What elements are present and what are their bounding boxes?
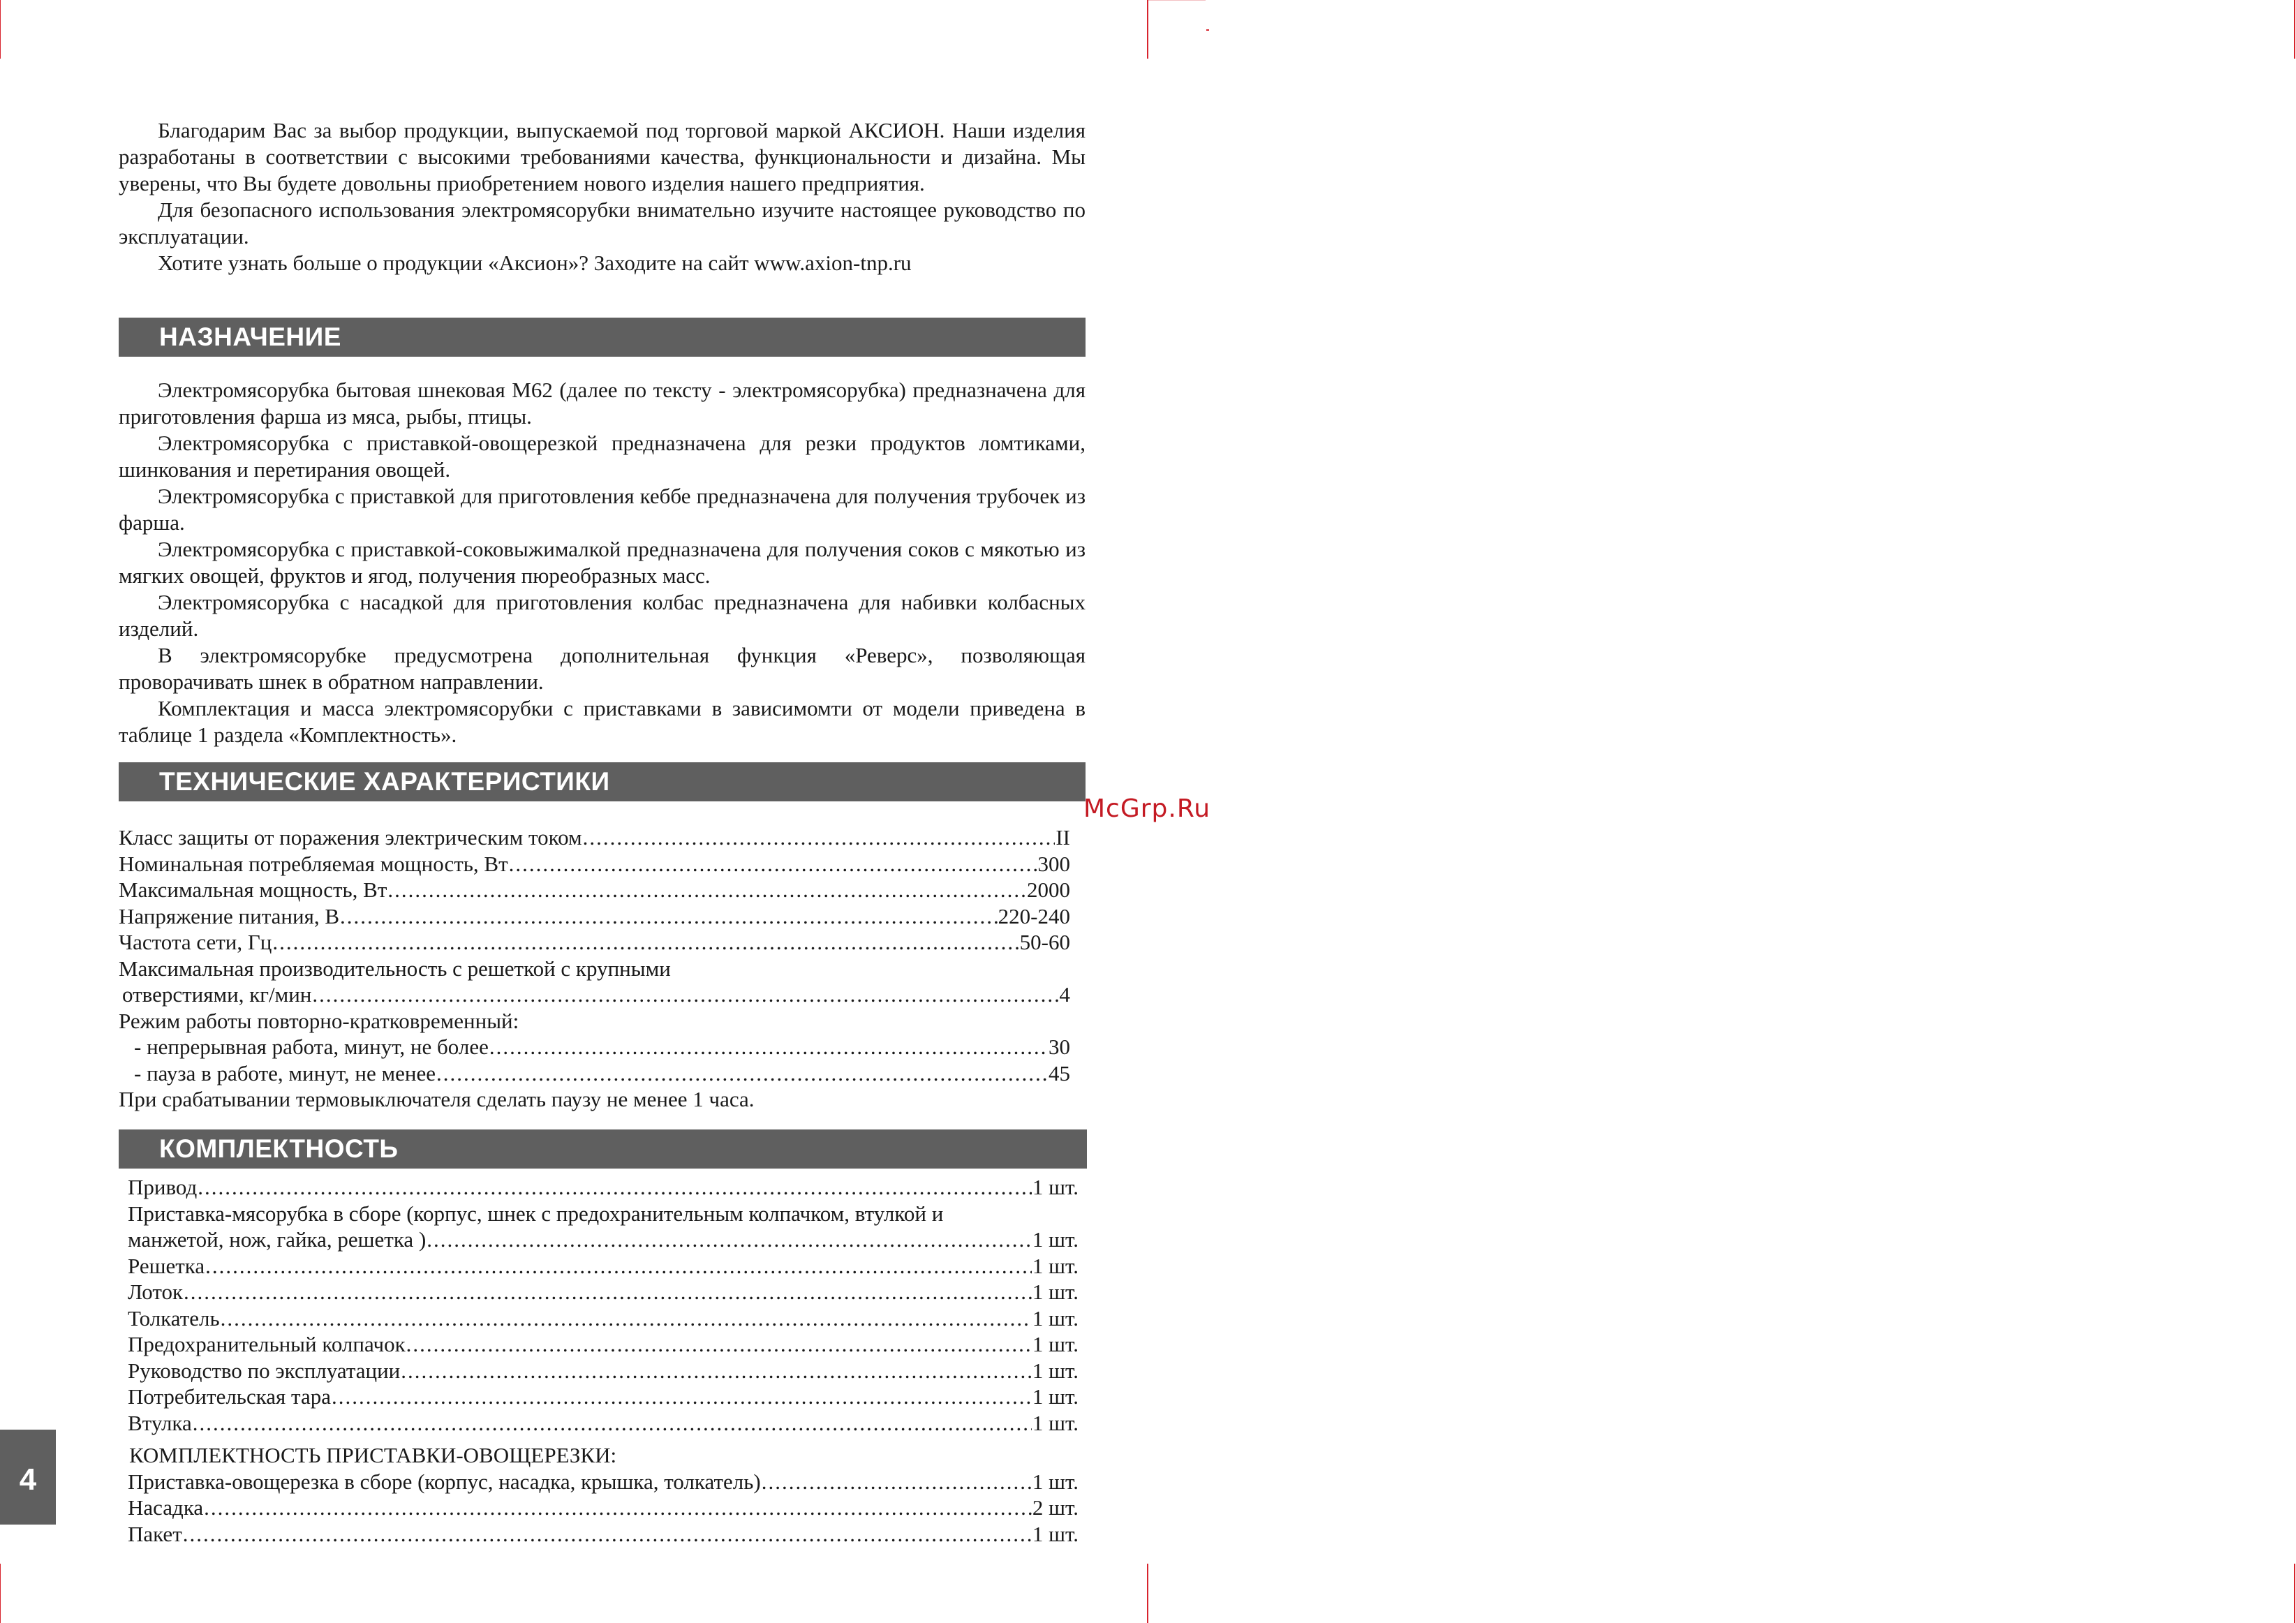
purpose-paragraph: Электромясорубка с приставкой-овощерезкой предназначена для резки продуктов ломтиками, шинкования и перетирания овощей. [119,431,1086,482]
kit-row: Лоток ..... 1 шт. [128,1279,1079,1305]
watermark: McGrp.Ru [1083,794,1211,823]
section-heading-specs: ТЕХНИЧЕСКИЕ ХАРАКТЕРИСТИКИ [119,762,1086,801]
kit-row: Насадка ..... 2 шт. [128,1495,1079,1521]
purpose-paragraph: В электромясорубке предусмотрена дополнительная функция «Реверс», позволяющая проворачивать шнек в обратном направлении. [119,643,1086,694]
spec-row: Частота сети, Гц ..... 50-60 [119,929,1070,956]
section-heading-kit: КОМПЛЕКТНОСТЬ [119,1129,1087,1169]
spec-row: отверстиями, кг/мин ..... 4 [119,981,1070,1008]
kit-row: Руководство по эксплуатации ..... 1 шт. [128,1358,1079,1384]
kit-assembly-line: Приставка-мясорубка в сборе (корпус, шнек с предохранительным колпачком, втулкой и [128,1201,944,1226]
spec-row: - непрерывная работа, минут, не более ..... 30 [119,1034,1070,1060]
spec-row: Номинальная потребляемая мощность, Вт ..... 300 [119,851,1070,877]
kit-slicer-title: КОМПЛЕКТНОСТЬ ПРИСТАВКИ-ОВОЩЕРЕЗКИ: [129,1443,617,1467]
spec-row: Класс защиты от поражения электрическим током ..... II [119,824,1070,851]
kit-row: Втулка ..... 1 шт. [128,1410,1079,1437]
kit-row: Пакет ..... 1 шт. [128,1521,1079,1548]
purpose-paragraph: Комплектация и масса электромясорубки с приставками в зависимомти от модели приведена в таблице 1 раздела «Комплектность». [119,696,1086,747]
purpose-paragraph: Электромясорубка с приставкой-соковыжималкой предназначена для получения соков с мякотью из мягких овощей, фруктов и ягод, получения пюреобразных масс. [119,537,1086,588]
spec-mode-title: Режим работы повторно-кратковременный: [119,1008,519,1033]
kit-block [128,1174,1079,1547]
crop-mark [2294,0,2295,59]
intro-paragraph: Благодарим Вас за выбор продукции, выпускаемой под торговой маркой АКСИОН. Наши изделия разработаны в соответствии с высокими требованиями качества, функциональности и дизайна. Мы уверены, что Вы будете довольны приобретением нового изделия нашего предприятия. [119,118,1086,195]
section-heading-purpose: НАЗНАЧЕНИЕ [119,318,1086,357]
intro-block [119,117,1086,276]
crop-mark [1206,29,1209,31]
spec-row: Напряжение питания, В ..... 220-240 [119,903,1070,930]
kit-row: Приставка-овощерезка в сборе (корпус, насадка, крышка, толкатель) ..... 1 шт. [128,1469,1079,1495]
kit-row: Потребительская тара ..... 1 шт. [128,1384,1079,1410]
purpose-paragraph: Электромясорубка с насадкой для приготовления колбас предназначена для набивки колбасных изделий. [119,590,1086,641]
kit-row: Решетка ..... 1 шт. [128,1253,1079,1280]
purpose-block [119,377,1086,748]
kit-row: Толкатель ..... 1 шт. [128,1305,1079,1332]
kit-row: манжетой, нож, гайка, решетка ) ..... 1 шт. [128,1226,1079,1253]
spec-productivity-line: Максимальная производительность с решеткой с крупными [119,956,671,981]
purpose-paragraph: Электромясорубка с приставкой для приготовления кеббе предназначена для получения трубочек из фарша. [119,484,1086,535]
spec-note: При срабатывании термовыключателя сделать паузу не менее 1 часа. [119,1087,755,1111]
spec-row: - пауза в работе, минут, не менее ..... 45 [119,1060,1070,1087]
spec-row: Максимальная мощность, Вт ..... 2000 [119,877,1070,903]
kit-row: Привод ..... 1 шт. [128,1174,1079,1201]
crop-mark [1148,0,1206,1]
intro-paragraph: Для безопасного использования электромясорубки внимательно изучите настоящее руководство по эксплуатации. [119,198,1086,249]
specs-block [119,824,1070,1113]
kit-row: Предохранительный колпачок ..... 1 шт. [128,1331,1079,1358]
crop-mark [2294,1564,2295,1623]
page-number: 4 [0,1430,56,1525]
intro-website-line: Хотите узнать больше о продукции «Аксион»? Заходите на сайт www.axion-tnp.ru [158,251,912,275]
purpose-paragraph: Электромясорубка бытовая шнековая М62 (далее по тексту - электромясорубка) предназначена для приготовления фарша из мяса, рыбы, птицы. [119,378,1086,429]
